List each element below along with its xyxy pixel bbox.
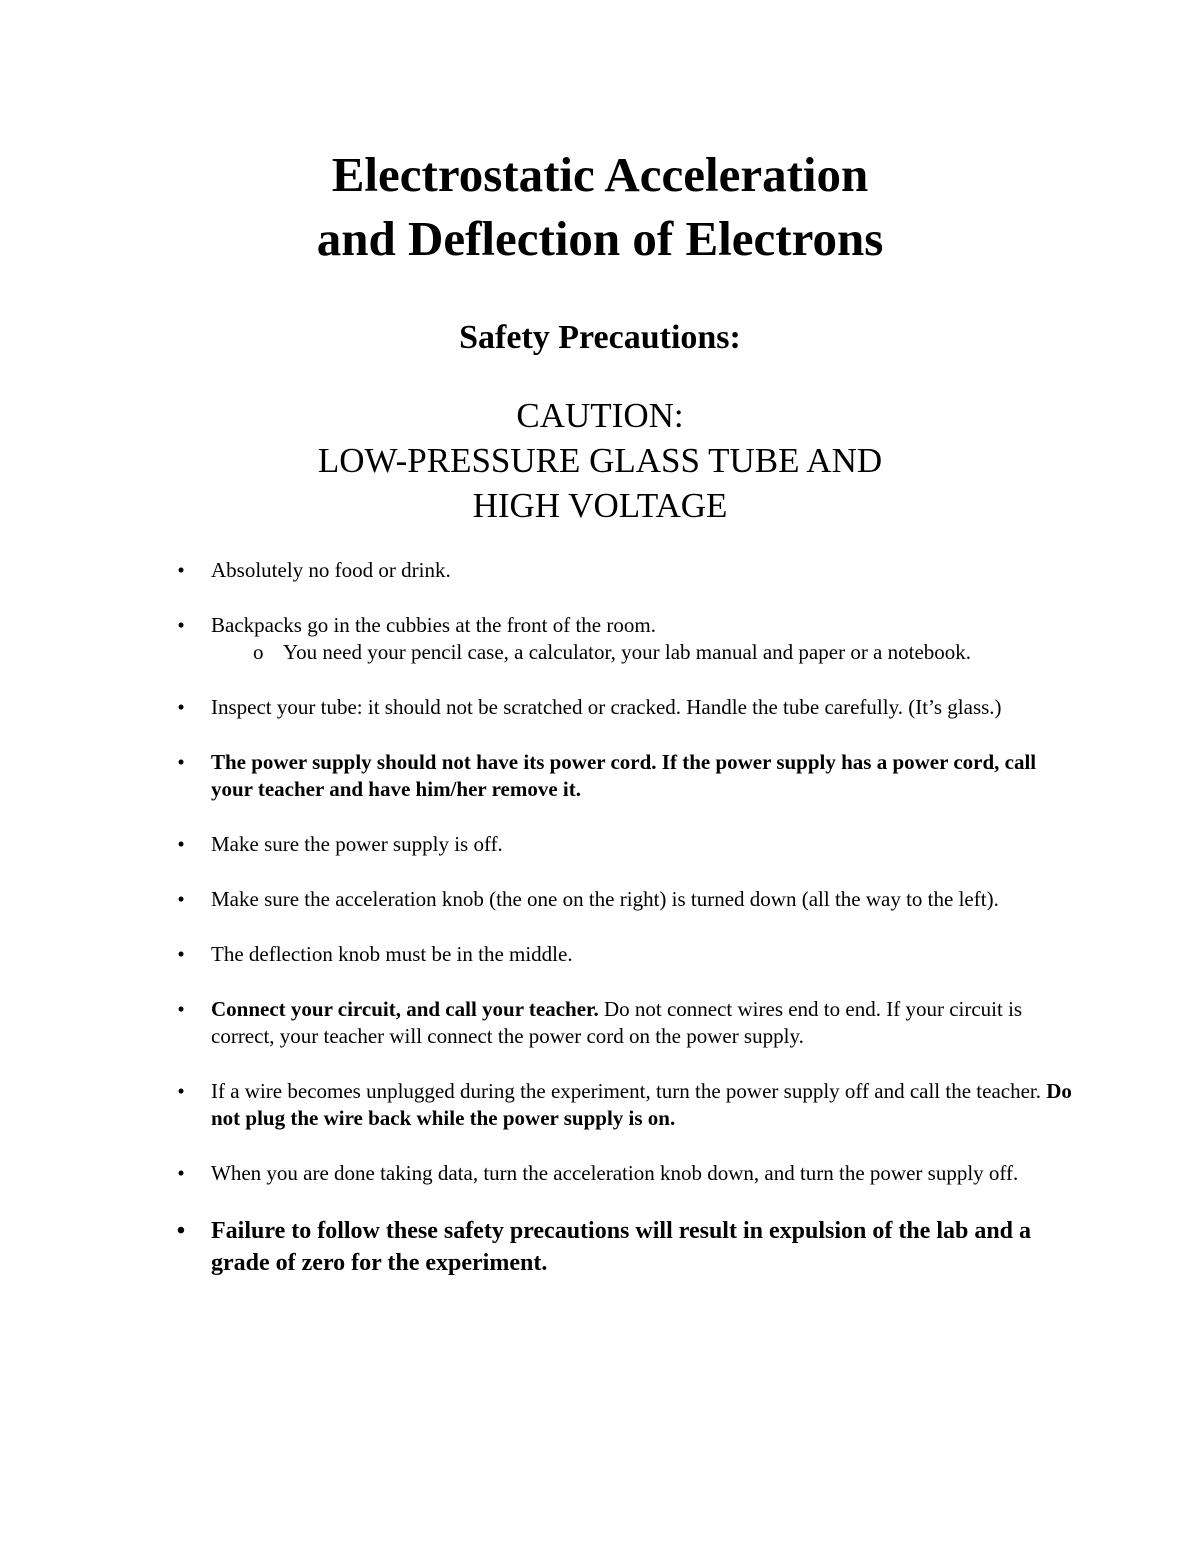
sub-bullet-icon: o [253, 640, 264, 664]
bullet-icon: • [177, 695, 185, 719]
rule-text: Inspect your tube: it should not be scratched or cracked. Handle the tube carefully. (It’s glass.) [211, 695, 1002, 719]
list-item [174, 886, 1074, 913]
bullet-icon: • [177, 613, 185, 637]
list-item [174, 1078, 1074, 1132]
bullet-icon: • [177, 1079, 185, 1103]
rule-text-bold: Do not plug the wire back while the power supply is on. [211, 1079, 1072, 1130]
caution-line-3: HIGH VOLTAGE [472, 486, 728, 525]
rule-text: Do not connect wires end to end. If your circuit is correct, your teacher will connect the power cord on the power supply. [211, 997, 1023, 1048]
list-item [174, 557, 1074, 584]
bullet-icon: • [177, 887, 185, 911]
list-item [174, 1160, 1074, 1187]
bullet-icon: • [177, 750, 185, 774]
rule-text: Make sure the power supply is off. [211, 832, 503, 856]
list-item [174, 996, 1074, 1050]
bullet-icon: • [177, 558, 185, 582]
sub-list-item [174, 639, 1074, 666]
section-heading: Safety Precautions: [459, 319, 741, 356]
bullet-icon: • [177, 942, 185, 966]
list-item [174, 694, 1074, 721]
rule-text: Make sure the acceleration knob (the one on the right) is turned down (all the way to the left). [211, 887, 999, 911]
rule-text-bold: Connect your circuit, and call your teacher. [211, 997, 599, 1021]
bullet-icon: • [177, 1161, 185, 1185]
bullet-icon: • [177, 997, 185, 1021]
list-item [174, 1215, 1074, 1279]
rule-text: The power supply should not have its power cord. If the power supply has a power cord, call your teacher and have him/her remove it. [211, 750, 1037, 801]
list-item [174, 749, 1074, 803]
document-title [0, 143, 1200, 271]
rule-text: When you are done taking data, turn the acceleration knob down, and turn the power supply off. [211, 1161, 1019, 1185]
caution-line-2: LOW-PRESSURE GLASS TUBE AND [317, 441, 883, 480]
rule-text: Absolutely no food or drink. [211, 558, 451, 582]
caution-block [0, 393, 1200, 528]
rule-text: Backpacks go in the cubbies at the front of the room. [211, 613, 656, 637]
sub-rule-text: You need your pencil case, a calculator, your lab manual and paper or a notebook. [283, 640, 972, 664]
title-line-2: and Deflection of Electrons [316, 211, 884, 266]
title-line-1: Electrostatic Acceleration [331, 147, 869, 202]
safety-rules-list [174, 557, 1074, 1307]
list-item [174, 831, 1074, 858]
list-item [174, 941, 1074, 968]
rule-text: The deflection knob must be in the middle. [211, 942, 573, 966]
caution-label: CAUTION: [516, 396, 684, 435]
rule-text-warning: Failure to follow these safety precautions will result in expulsion of the lab and a grade of zero for the experiment. [211, 1218, 1032, 1276]
rule-text: If a wire becomes unplugged during the experiment, turn the power supply off and call the teacher. [211, 1079, 1047, 1103]
bullet-icon: • [176, 1218, 186, 1244]
bullet-icon: • [177, 832, 185, 856]
list-item [174, 612, 1074, 666]
